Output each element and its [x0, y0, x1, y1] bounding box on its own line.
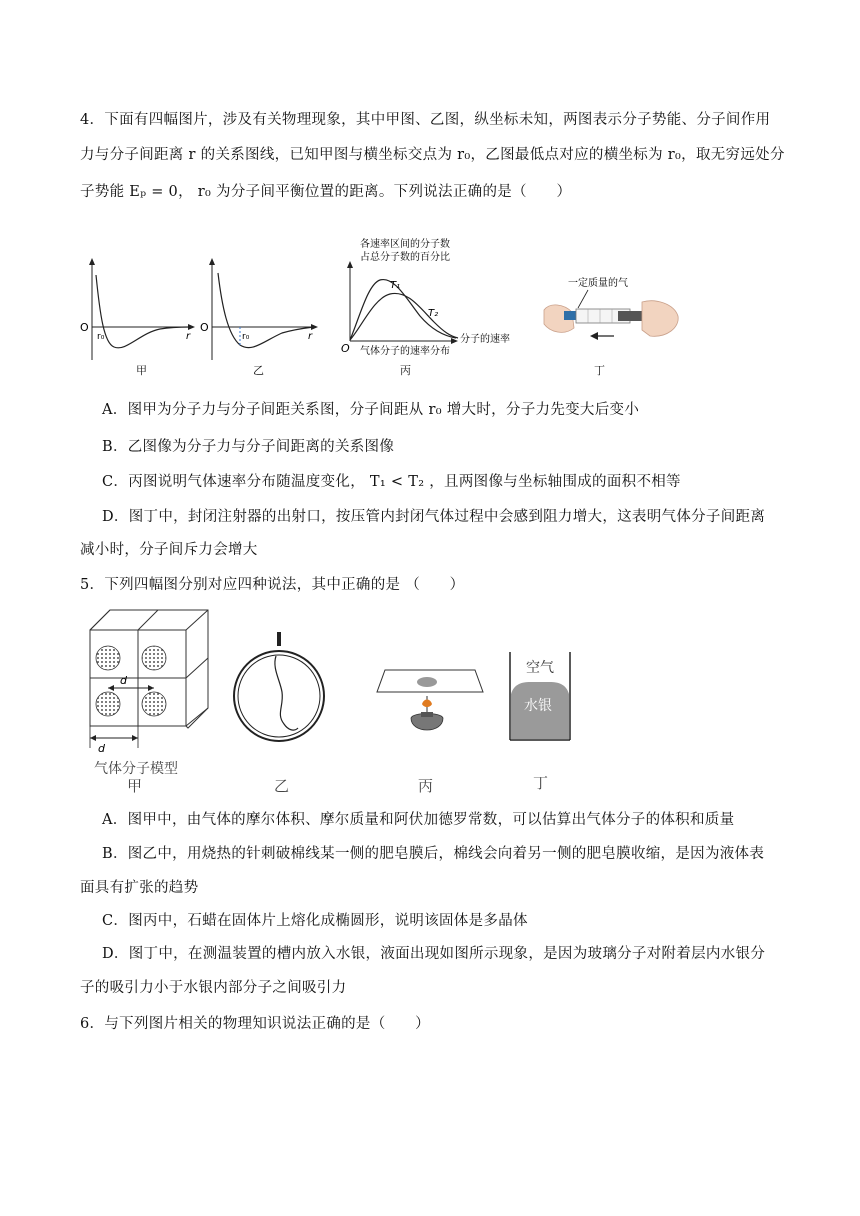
- q5-option-b-cont: 面具有扩张的趋势: [80, 880, 199, 896]
- q4-caption-yi: 乙: [253, 364, 264, 377]
- q4-yi-axis: r: [308, 331, 313, 342]
- q5-ding-air: 空气: [526, 660, 554, 676]
- q4-yi-origin: O: [200, 321, 209, 334]
- q4-caption-bing: 丙: [400, 364, 411, 377]
- q5-ding-mercury: 水银: [524, 698, 552, 714]
- q4-option-d: D．图丁中，封闭注射器的出射口，按压管内封闭气体过程中会感到阻力增大，这表明气体分子间距离: [102, 509, 766, 525]
- q4-figure-bing: [340, 236, 525, 366]
- q4-figure-ding: [538, 270, 683, 350]
- q4-option-b: B．乙图像为分子力与分子间距离的关系图像: [102, 439, 395, 455]
- q4-caption-ding: 丁: [594, 364, 605, 377]
- q5-figure-yi: [232, 632, 332, 747]
- q4-bing-t1: T₁: [390, 280, 401, 291]
- q4-caption-jia: 甲: [136, 364, 147, 377]
- q5-figure-bing: [375, 660, 485, 740]
- q5-option-b: B．图乙中，用烧热的针刺破棉线某一侧的肥皂膜后，棉线会向着另一侧的肥皂膜收缩，是因为液体表: [102, 846, 765, 862]
- q4-jia-origin: O: [80, 321, 89, 334]
- q5-caption-ding: 丁: [533, 774, 549, 792]
- q4-bing-origin: O: [341, 342, 350, 355]
- q5-figure-jia: [80, 608, 215, 758]
- q6-stem: 6．与下列图片相关的物理知识说法正确的是（ ）: [80, 1016, 430, 1032]
- q5-jia-label: 气体分子模型: [94, 761, 178, 777]
- q4-figure-jia: [80, 255, 200, 375]
- q5-caption-bing: 丙: [418, 777, 434, 795]
- q5-option-d-cont: 子的吸引力小于水银内部分子之间吸引力: [80, 980, 347, 996]
- q4-jia-r0: r₀: [97, 332, 105, 342]
- q4-stem-line-3: 子势能 Eₚ = 0， r₀ 为分子间平衡位置的距离。下列说法正确的是（ ）: [80, 184, 572, 200]
- q4-stem-line-1: 4．下面有四幅图片，涉及有关物理现象，其中甲图、乙图，纵坐标未知，两图表示分子势能、分子间作用: [80, 112, 771, 128]
- q5-jia-d-inner: d: [120, 674, 127, 687]
- q5-jia-d-outer: d: [98, 742, 105, 755]
- q4-jia-axis: r: [186, 331, 191, 342]
- q4-ding-label: 一定质量的气: [568, 278, 628, 289]
- q4-bing-t2: T₂: [428, 308, 439, 319]
- q4-stem-line-2: 力与分子间距离 r 的关系图线，已知甲图与横坐标交点为 r₀，乙图最低点对应的横坐标为 r₀，取无穷远处分: [80, 147, 785, 163]
- q5-stem: 5．下列四幅图分别对应四种说法，其中正确的是 （ ）: [80, 577, 465, 593]
- q4-figure-yi: [200, 255, 325, 375]
- q4-option-c: C．丙图说明气体速率分布随温度变化， T₁ < T₂ ，且两图像与坐标轴围成的面积不相等: [102, 474, 681, 490]
- q4-bing-xlabel: 分子的速率: [460, 334, 510, 345]
- q4-option-d-cont: 减小时，分子间斥力会增大: [80, 542, 258, 558]
- q4-yi-r0: r₀: [242, 332, 250, 342]
- q5-figure-ding: [500, 650, 580, 750]
- q4-bing-ylabel-2: 占总分子数的百分比: [360, 252, 450, 263]
- q5-option-d: D．图丁中，在测温装置的槽内放入水银，液面出现如图所示现象，是因为玻璃分子对附着层内水银分: [102, 946, 766, 962]
- q4-bing-sublabel: 气体分子的速率分布: [360, 346, 450, 357]
- q4-bing-ylabel-1: 各速率区间的分子数: [360, 239, 450, 250]
- q4-option-a: A．图甲为分子力与分子间距关系图，分子间距从 r₀ 增大时，分子力先变大后变小: [102, 402, 640, 418]
- q5-option-c: C．图丙中，石蜡在固体片上熔化成椭圆形，说明该固体是多晶体: [102, 913, 528, 929]
- q5-caption-yi: 乙: [274, 777, 290, 795]
- q5-caption-jia: 甲: [127, 777, 143, 795]
- q5-option-a: A．图甲中，由气体的摩尔体积、摩尔质量和阿伏加德罗常数，可以估算出气体分子的体积和质量: [102, 812, 735, 828]
